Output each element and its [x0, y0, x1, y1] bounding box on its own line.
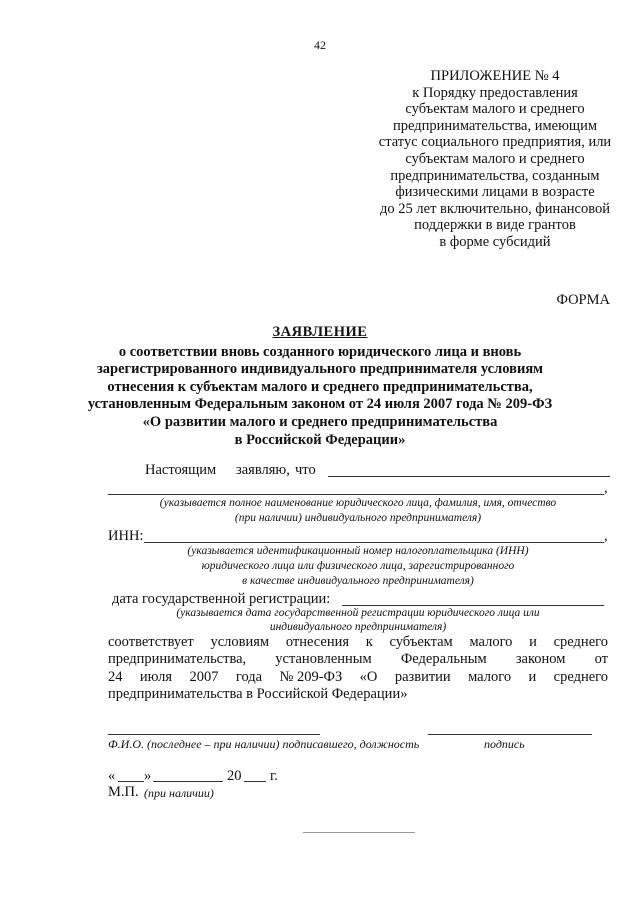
year-fill-line[interactable]: [244, 781, 266, 782]
appendix-line: ПРИЛОЖЕНИЕ № 4: [430, 68, 560, 84]
date-open-quote: «: [108, 768, 116, 784]
entity-name-fill-line[interactable]: [108, 494, 604, 495]
declaration-fill-line[interactable]: [328, 476, 610, 477]
inn-hint: (указывается идентификационный номер налогоплательщика (ИНН): [187, 545, 529, 557]
year-suffix: г.: [270, 768, 278, 784]
page-number: 42: [314, 38, 326, 52]
appendix-line: физическими лицами в возрасте: [395, 184, 595, 201]
signature-fill-line[interactable]: [428, 734, 592, 735]
appendix-line: субъектам малого и среднего: [405, 150, 585, 167]
month-fill-line[interactable]: [153, 781, 223, 782]
inn-hint: юридического лица или физического лица, зарегистрированного: [201, 560, 515, 572]
fio-caption: Ф.И.О. (последнее – при наличии) подписавшего, должность: [108, 737, 420, 751]
body-line: соответствует условиям отнесения к субъектам малого и среднего: [108, 634, 608, 650]
title-line: зарегистрированного индивидуального предпринимателя условиям: [96, 361, 544, 378]
document-title: [0, 324, 640, 449]
stamp-note: (при наличии): [144, 786, 214, 800]
appendix-line: предпринимательства, созданным: [390, 167, 600, 184]
appendix-line: в форме субсидий: [439, 233, 551, 250]
title-line: отнесения к субъектам малого и среднего предпринимательства,: [107, 378, 533, 395]
registration-hint: индивидуального предпринимателя): [269, 621, 447, 633]
title-line: «О развитии малого и среднего предпринимательства: [142, 413, 498, 430]
entity-name-hint: (при наличии) индивидуального предпринимателя): [234, 512, 482, 524]
inn-label: ИНН:: [108, 528, 144, 544]
stamp-label: М.П.: [108, 784, 139, 800]
bottom-separator: [303, 832, 415, 833]
entity-name-hint: (указывается полное наименование юридического лица, фамилия, имя, отчество: [159, 497, 557, 509]
registration-fill-line[interactable]: [342, 605, 604, 606]
year-prefix: 20: [227, 768, 242, 784]
form-label: ФОРМА: [556, 292, 610, 308]
inn-fill-line[interactable]: [144, 542, 604, 543]
title-line: установленным Федеральным законом от 24 июля 2007 года № 209-ФЗ: [87, 396, 553, 413]
title-heading: ЗАЯВЛЕНИЕ: [272, 324, 368, 340]
body-line: предпринимательства, установленным Федеральным законом от: [108, 651, 608, 668]
day-fill-line[interactable]: [118, 781, 144, 782]
declaration-word: что: [295, 462, 316, 478]
appendix-line: субъектам малого и среднего: [405, 101, 585, 118]
signature-caption: подпись: [484, 737, 525, 751]
title-line: о соответствии вновь созданного юридического лица и вновь: [118, 343, 522, 360]
date-close-quote: »: [144, 768, 152, 784]
appendix-line: к Порядку предоставления: [412, 84, 578, 101]
appendix-line: поддержки в виде грантов: [414, 217, 576, 234]
fio-fill-line[interactable]: [108, 734, 320, 735]
trailing-comma: ,: [604, 480, 608, 496]
body-paragraph: [108, 634, 608, 704]
appendix-line: до 25 лет включительно, финансовой: [380, 200, 610, 217]
trailing-comma: ,: [604, 528, 608, 544]
registration-hint: (указывается дата государственной регистрации юридического лица или: [176, 607, 540, 619]
title-line: в Российской Федерации»: [234, 431, 406, 448]
appendix-line: статус социального предприятия, или: [378, 134, 612, 151]
appendix-header: [340, 68, 640, 251]
body-line: 24 июля 2007 года № 209-ФЗ «О развитии малого и среднего: [108, 668, 608, 685]
inn-hint: в качестве индивидуального предпринимателя): [242, 575, 474, 587]
body-line: предпринимательства в Российской Федерации»: [108, 686, 408, 703]
declaration-word: Настоящим: [145, 462, 217, 478]
appendix-line: предпринимательства, имеющим: [392, 117, 598, 134]
registration-label: дата государственной регистрации:: [112, 591, 331, 607]
declaration-word: заявляю,: [236, 462, 290, 478]
